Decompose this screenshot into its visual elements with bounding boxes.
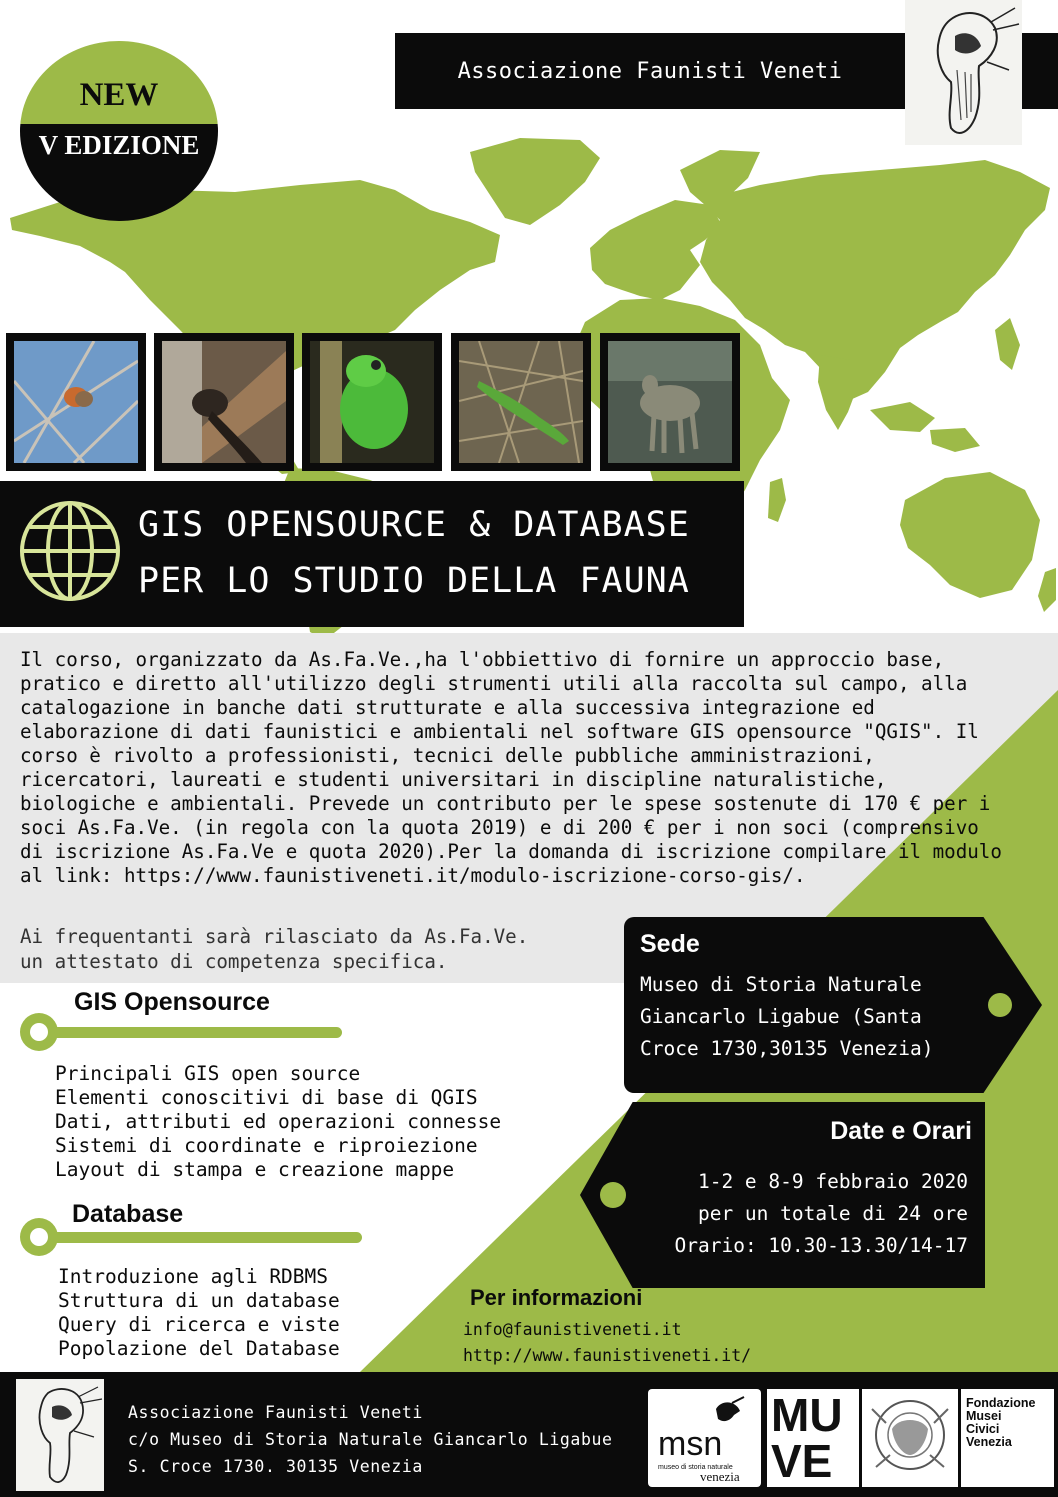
lion-of-st-mark-icon <box>862 1389 958 1487</box>
venue-tag-hole <box>988 993 1012 1017</box>
dates-line2: per un totale di 24 ore <box>697 1202 968 1225</box>
muve-logo-top: MU <box>771 1389 843 1441</box>
venue-address-line3: Croce 1730,30135 Venezia) <box>640 1037 934 1060</box>
certificate-note-line1: Ai frequentanti sarà rilasciato da As.Fa.Ve. <box>20 925 529 948</box>
list-item: Layout di stampa e creazione mappe <box>55 1158 455 1181</box>
dates-details <box>640 1166 968 1262</box>
database-section-line <box>50 1232 362 1243</box>
footer-line1: Associazione Faunisti Veneti <box>128 1403 423 1422</box>
database-section-title: Database <box>72 1200 184 1228</box>
footer-line3: S. Croce 1730. 30135 Venezia <box>128 1457 423 1476</box>
gis-section-title: GIS Opensource <box>74 988 270 1016</box>
list-item: Introduzione agli RDBMS <box>58 1265 329 1288</box>
badge-edition-label: V EDIZIONE <box>38 130 200 160</box>
msn-logo <box>648 1389 761 1487</box>
fondazione-musei-civici-text <box>966 1397 1035 1449</box>
list-item: Dati, attributi ed operazioni connesse <box>55 1110 502 1133</box>
gis-topic-list <box>55 1062 501 1182</box>
course-title-line2: PER LO STUDIO DELLA FAUNA <box>138 561 690 601</box>
list-item: Query di ricerca e viste <box>58 1313 340 1336</box>
msn-logo-city: venezia <box>700 1469 740 1484</box>
footer-address <box>128 1399 613 1480</box>
info-title: Per informazioni <box>470 1285 643 1310</box>
info-email-link[interactable]: info@faunistiveneti.it <box>463 1320 682 1339</box>
venue-title: Sede <box>640 930 700 958</box>
fmcv-line4: Venezia <box>966 1435 1012 1449</box>
course-title-line1: GIS OPENSOURCE & DATABASE <box>138 505 690 545</box>
header-association-title: Associazione Faunisti Veneti <box>395 33 905 109</box>
info-website-link[interactable]: http://www.faunistiveneti.it/ <box>463 1346 752 1365</box>
bird-drawing-icon <box>16 1379 104 1491</box>
dates-tag-hole <box>600 1182 626 1208</box>
list-item: Sistemi di coordinate e riproiezione <box>55 1134 478 1157</box>
venue-address-line1: Museo di Storia Naturale <box>640 973 922 996</box>
course-description: Il corso, organizzato da As.Fa.Ve.,ha l'obbiettivo di fornire un approccio base, pratico e diretto all'utilizzo degli strumenti utili alla raccolta sul campo, alla catalogazione in banche dati strutturate e alla successiva integrazione ed elaborazione di dati faunistici e ambientali nel software GIS opensource "QGIS". Il corso è rivolto a professionisti, tecnici delle pubbliche amministrazioni, ricercatori, laureati e studenti universitari in discipline naturalistiche, biologiche e ambientali. Prevede un contributo per le spese sostenute di 170 € per i soci As.Fa.Ve. (in regola con la quota 2019) e di 200 € per i non soci (comprensivo di iscrizione As.Fa.Ve e quota 2020).Per la domanda di iscrizione compilare il modulo al link: https://www.faunistiveneti.it/modulo-iscrizione-corso-gis/. <box>20 648 1002 887</box>
gis-section-line <box>50 1027 342 1038</box>
venue-address-line2: Giancarlo Ligabue (Santa <box>640 1005 922 1028</box>
fmcv-line3: Civici <box>966 1422 1000 1436</box>
fmcv-line1: Fondazione <box>966 1396 1036 1410</box>
msn-logo-subtitle: museo di storia naturale <box>658 1464 733 1471</box>
list-item: Struttura di un database <box>58 1289 340 1312</box>
list-item: Principali GIS open source <box>55 1062 361 1085</box>
muve-logo-bottom: VE <box>771 1435 833 1487</box>
dates-line1: 1-2 e 8-9 febbraio 2020 <box>697 1170 968 1193</box>
database-topic-list <box>58 1265 340 1361</box>
badge-new-label: NEW <box>79 77 159 113</box>
footer-line2: c/o Museo di Storia Naturale Giancarlo Ligabue <box>128 1430 613 1449</box>
msn-logo-text: msn <box>658 1425 723 1463</box>
certificate-note <box>20 924 528 974</box>
dates-line3: Orario: 10.30-13.30/14-17 <box>674 1234 968 1257</box>
list-item: Elementi conoscitivi di base di QGIS <box>55 1086 478 1109</box>
list-item: Popolazione del Database <box>58 1337 340 1360</box>
fmcv-line2: Musei <box>966 1409 1002 1423</box>
venue-address <box>640 969 934 1065</box>
certificate-note-line2: un attestato di competenza specifica. <box>20 950 448 973</box>
dates-title: Date e Orari <box>830 1117 972 1145</box>
muve-logo <box>767 1389 859 1487</box>
